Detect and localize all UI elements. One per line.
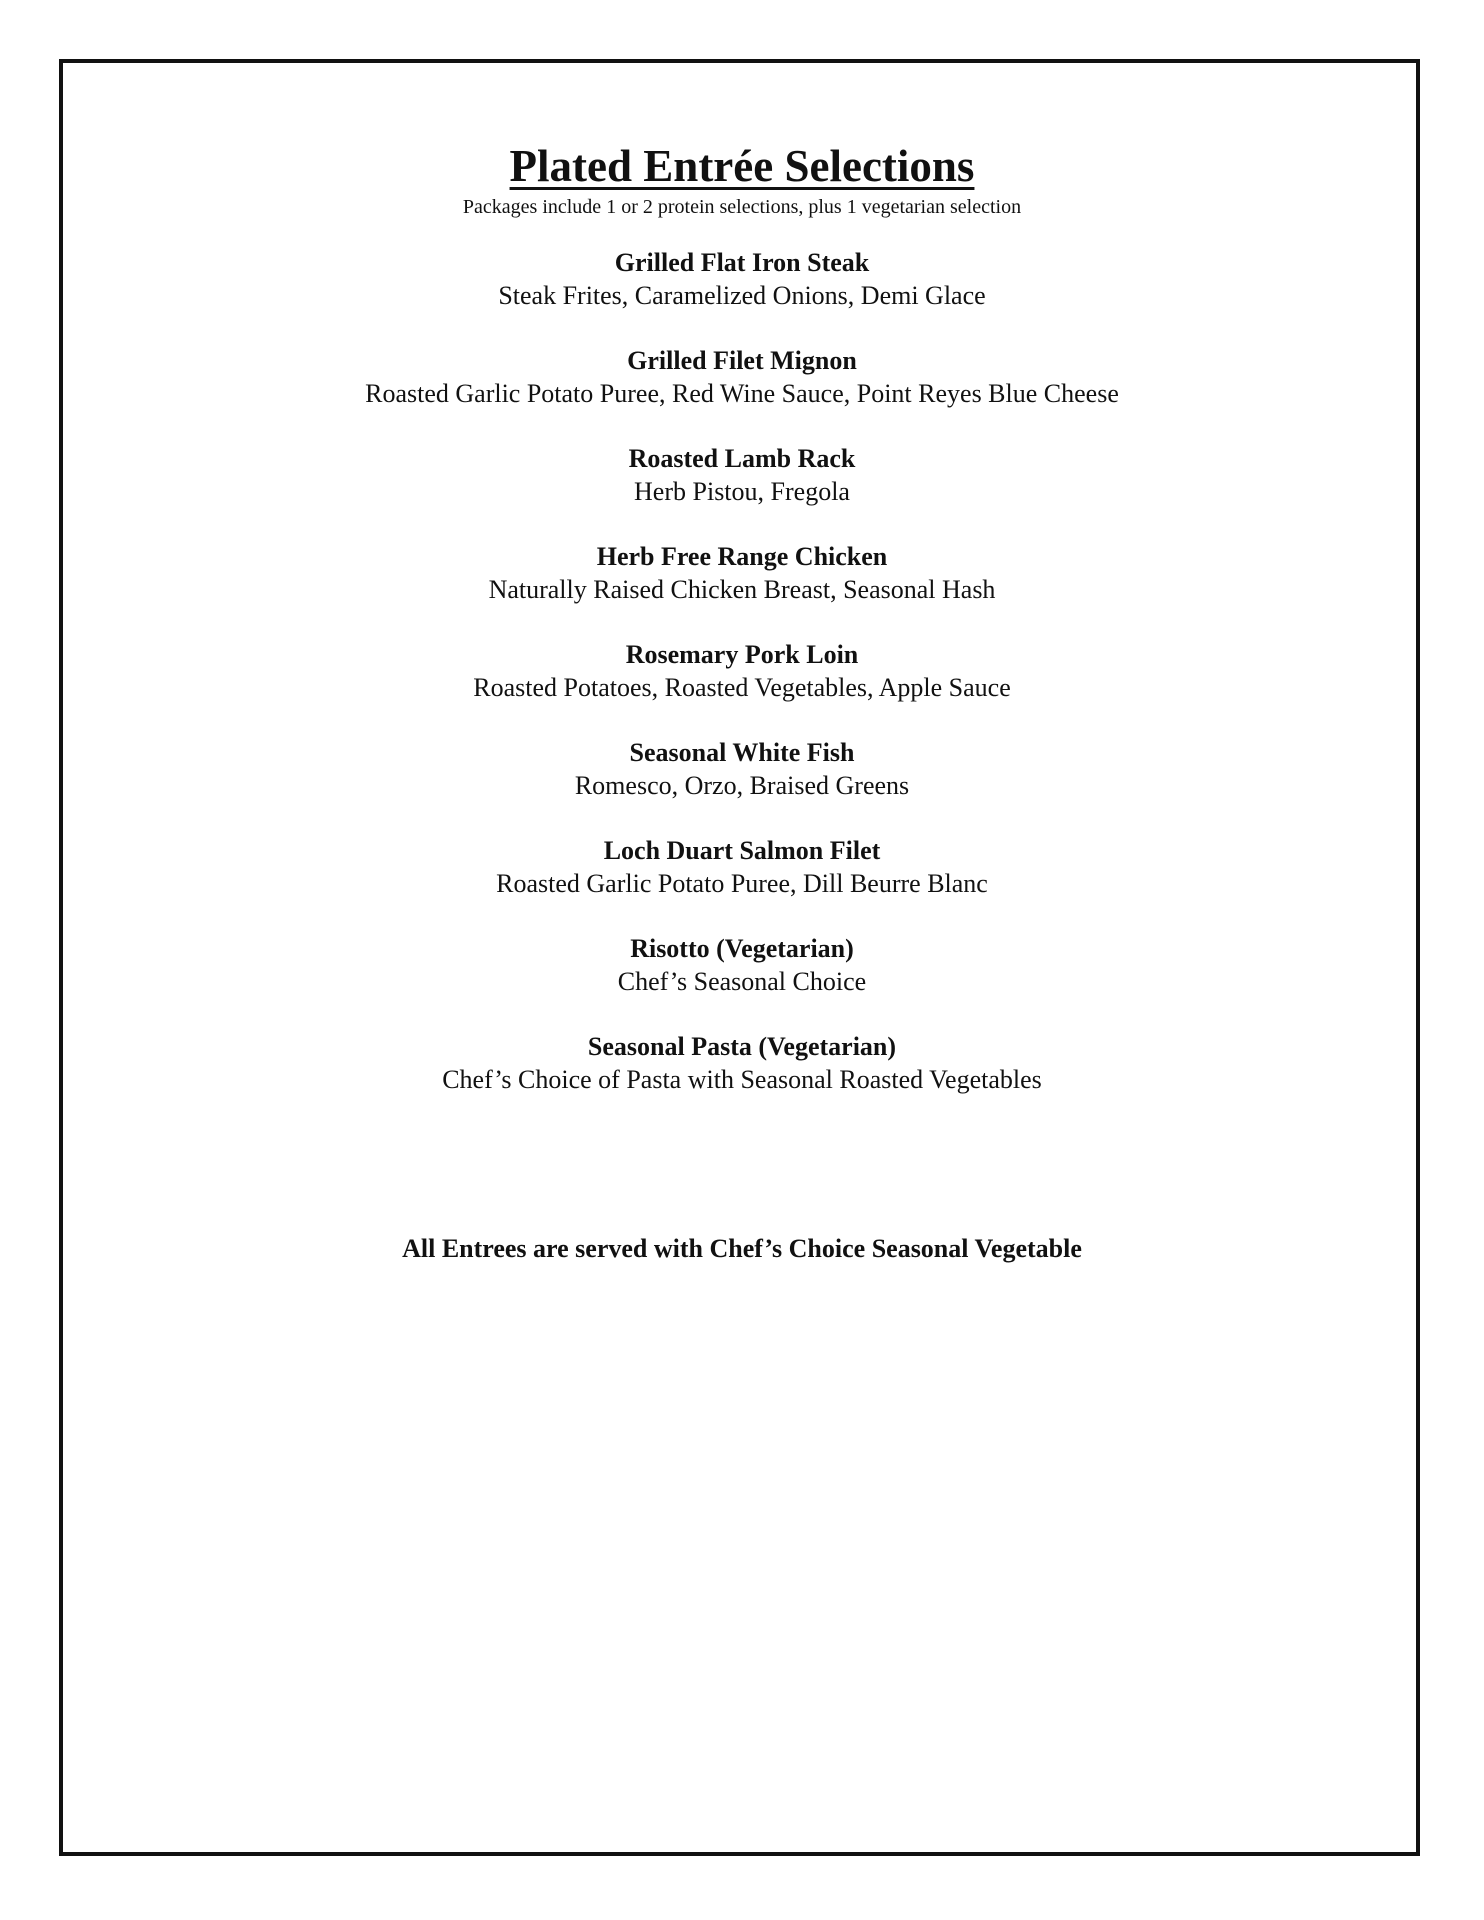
page-title: Plated Entrée Selections [509,141,975,191]
menu-item-description: Chef’s Choice of Pasta with Seasonal Roasted Vegetables [442,1065,1042,1094]
page-subtitle: Packages include 1 or 2 protein selections, plus 1 vegetarian selection [462,196,1022,218]
menu-item-description: Roasted Garlic Potato Puree, Red Wine Sauce, Point Reyes Blue Cheese [365,379,1119,408]
menu-item [63,344,1421,410]
menu-item-description: Steak Frites, Caramelized Onions, Demi Glace [498,281,986,310]
menu-item-name: Loch Duart Salmon Filet [603,836,881,865]
menu-item-description: Roasted Potatoes, Roasted Vegetables, Apple Sauce [473,673,1011,702]
menu-item-description: Herb Pistou, Fregola [634,477,850,506]
menu-item-name: Roasted Lamb Rack [628,444,856,473]
menu-item-name: Herb Free Range Chicken [596,542,888,571]
menu-item [63,442,1421,508]
menu-item-name: Risotto (Vegetarian) [630,934,854,963]
menu-item-description: Naturally Raised Chicken Breast, Seasonal Hash [488,575,996,604]
menu-item [63,834,1421,900]
menu-item [63,638,1421,704]
menu-item [63,246,1421,312]
menu-item-description: Roasted Garlic Potato Puree, Dill Beurre Blanc [496,869,988,898]
menu-item [63,540,1421,606]
footer-note: All Entrees are served with Chef’s Choice Seasonal Vegetable [402,1234,1082,1263]
menu-item [63,932,1421,998]
menu-item-name: Rosemary Pork Loin [625,640,859,669]
menu-item-name: Grilled Filet Mignon [627,346,857,375]
menu-content [63,138,1421,1128]
menu-item-name: Seasonal White Fish [629,738,855,767]
menu-item-description: Chef’s Seasonal Choice [617,967,867,996]
menu-item-name: Seasonal Pasta (Vegetarian) [587,1032,897,1061]
menu-item-description: Romesco, Orzo, Braised Greens [574,771,910,800]
menu-item-name: Grilled Flat Iron Steak [614,248,870,277]
menu-item [63,1030,1421,1096]
menu-item [63,736,1421,802]
